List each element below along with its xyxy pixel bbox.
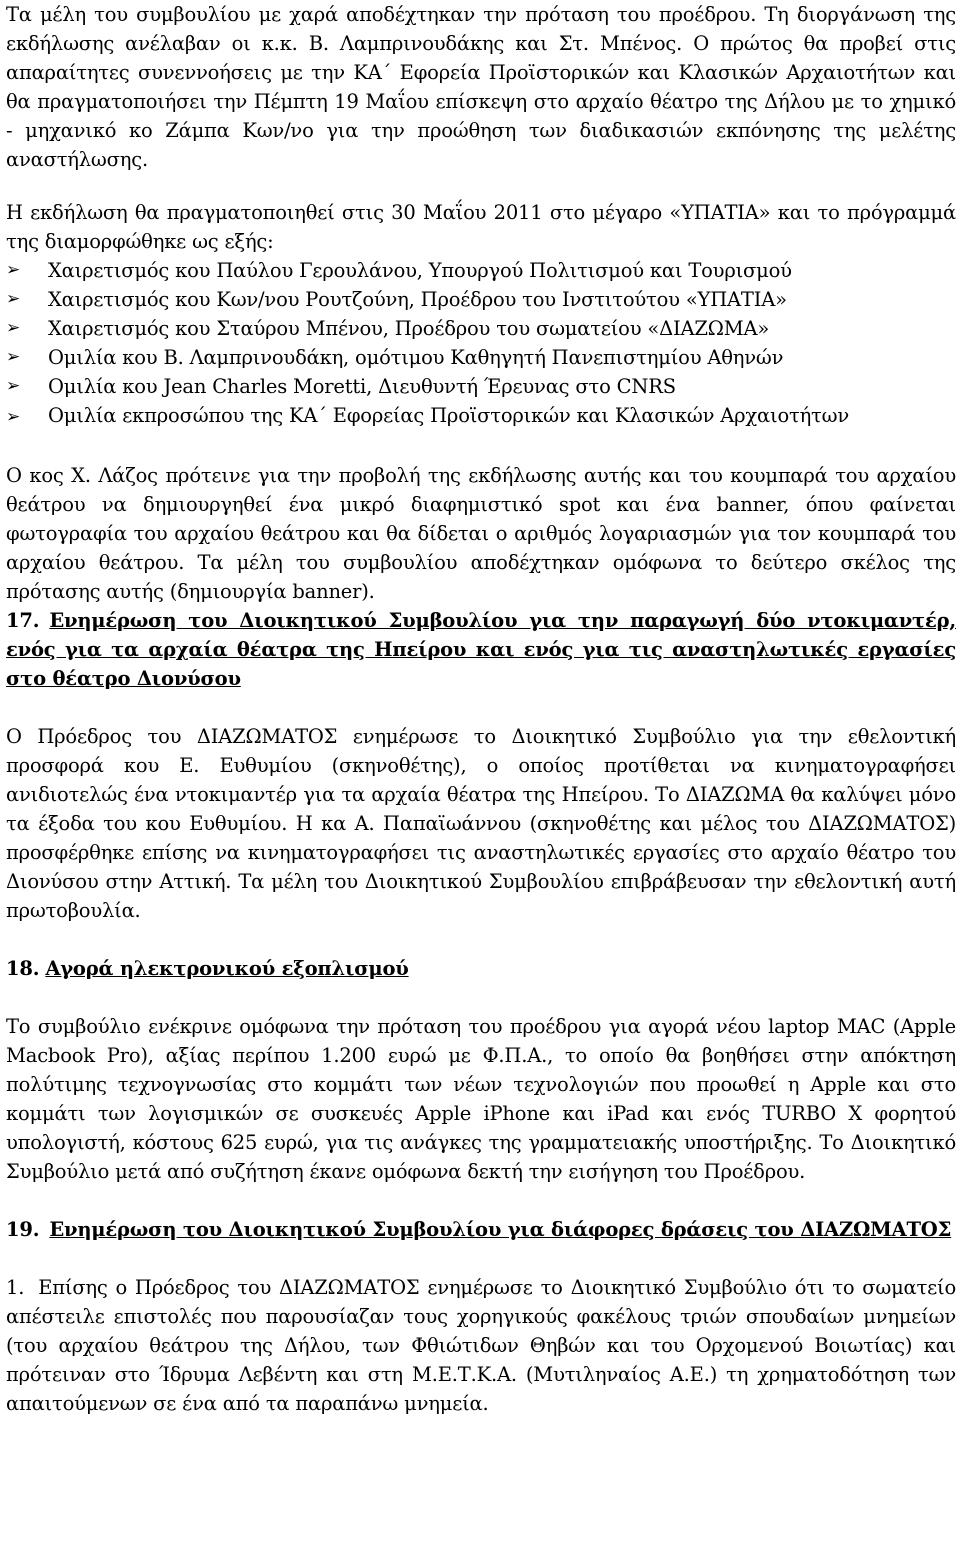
section-heading-17: 17. Ενημέρωση του Διοικητικού Συμβουλίου για την παραγωγή δύο ντοκιμαντέρ, ενός για τα αρχαία θέατρα της Ηπείρου και ενός για τις αναστηλωτικές εργασίες στο θέατρο Διονύσου xyxy=(6,609,956,690)
paragraph-documentaries: Ο Πρόεδρος του ΔΙΑΖΩΜΑΤΟΣ ενημέρωσε το Διοικητικό Συμβούλιο για την εθελοντική προσφορά κου Ε. Ευθυμίου (σκηνοθέτης), ο οποίος προτίθεται να κινηματογραφήσει ανιδιοτελώς ένα ντοκιμαντέρ για τα αρχαία θέατρα της Ηπείρου. Το ΔΙΑΖΩΜΑ θα καλύψει μόνο τα έξοδα του κου Ευθυμίου. Η κα Α. Παπαϊωάννου (σκηνοθέτης και μέλος του ΔΙΑΖΩΜΑΤΟΣ) προσφέρθηκε επίσης να κινηματογραφήσει τις αναστηλωτικές εργασίες στο αρχαίο θέατρο του Διονύσου στην Αττική. Τα μέλη του Διοικητικού Συμβουλίου επιβράβευσαν την εθελοντική αυτή πρωτοβουλία. xyxy=(6,725,956,922)
arrow-bullet-icon: ➢ xyxy=(6,407,21,427)
list-item: ➢ Ομιλία εκπροσώπου της ΚΑ΄ Εφορείας Προϊστορικών και Κλασικών Αρχαιοτήτων xyxy=(6,401,956,432)
section-heading-18: 18. Αγορά ηλεκτρονικού εξοπλισμού xyxy=(6,957,409,980)
spacer xyxy=(6,925,956,954)
spacer xyxy=(6,693,956,722)
list-item: ➢ Χαιρετισμός κου Σταύρου Μπένου, Προέδρου του σωματείου «ΔΙΑΖΩΜΑ» xyxy=(6,314,956,343)
spacer xyxy=(6,983,956,1012)
arrow-bullet-icon: ➢ xyxy=(6,376,21,396)
program-list xyxy=(6,256,956,432)
arrow-bullet-icon: ➢ xyxy=(6,289,21,309)
list-item: ➢ Χαιρετισμός κου Παύλου Γερουλάνου, Υπουργού Πολιτισμού και Τουρισμού xyxy=(6,256,956,285)
arrow-bullet-icon: ➢ xyxy=(6,347,21,367)
paragraph-equipment-purchase: Το συμβούλιο ενέκρινε ομόφωνα την πρόταση του προέδρου για αγορά νέου laptop MAC (Apple Macbook Pro), αξίας περίπου 1.200 ευρώ με Φ.Π.Α., το οποίο θα βοηθήσει στην απόκτηση πολύτιμης τεχνογνωσίας στο κομμάτι των νέων τεχνολογιών που προωθεί η Apple και στο κομμάτι των λογισμικών σε συσκευές Apple iPhone και iPad και ενός TURBO X φορητού υπολογιστή, κόστους 625 ευρώ, για τις ανάγκες της γραμματειακής υποστήριξης. Το Διοικητικό Συμβούλιο μετά από συζήτηση έκανε ομόφωνα δεκτή την εισήγηση του Προέδρου. xyxy=(6,1015,956,1183)
spacer xyxy=(6,1186,956,1215)
paragraph-sponsorship-letters: 1. Επίσης ο Πρόεδρος του ΔΙΑΖΩΜΑΤΟΣ ενημέρωσε το Διοικητικό Συμβούλιο ότι το σωματείο απέστειλε επιστολές που παρουσίαζαν τους χορηγικούς φακέλους τριών σπουδαίων μνημείων (του αρχαίου θεάτρου της Δήλου, των Φθιώτιδων Θηβών και του Ορχομενού Βοιωτίας) και πρότειναν στο Ίδρυμα Λεβέντη και στη Μ.Ε.Τ.Κ.Α. (Μυτιληναίος Α.Ε.) τη χρηματοδότηση των απαιτούμενων σε ένα από τα παραπάνω μνημεία. xyxy=(6,1276,956,1415)
spacer xyxy=(6,432,956,461)
paragraph-promotion-proposal: Ο κος Χ. Λάζος πρότεινε για την προβολή της εκδήλωσης αυτής και του κουμπαρά του αρχαίου θεάτρου να δημιουργηθεί ένα μικρό διαφημιστικό spot και ένα banner, όπου φαίνεται φωτογραφία του αρχαίου θεάτρου και θα δίδεται ο αριθμός λογαριασμών για τον κουμπαρά του αρχαίου θεάτρου. Τα μέλη του συμβουλίου αποδέχτηκαν ομόφωνα το δεύτερο σκέλος της πρότασης αυτής (δημιουργία banner). xyxy=(6,464,956,603)
arrow-bullet-icon: ➢ xyxy=(6,318,21,338)
section-heading-19: 19. Ενημέρωση του Διοικητικού Συμβουλίου για διάφορες δράσεις του ΔΙΑΖΩΜΑΤΟΣ xyxy=(6,1218,952,1241)
spacer xyxy=(6,1244,956,1273)
spacer xyxy=(6,174,956,198)
paragraph-event-program-intro: Η εκδήλωση θα πραγματοποιηθεί στις 30 Μαΐου 2011 στο μέγαρο «ΥΠΑΤΙΑ» και το πρόγραμμά της διαμορφώθηκε ως εξής: xyxy=(6,201,956,253)
paragraph-event-organization: Τα μέλη του συμβουλίου με χαρά αποδέχτηκαν την πρόταση του προέδρου. Τη διοργάνωση της εκδήλωσης ανέλαβαν οι κ.κ. Β. Λαμπρινουδάκης και Στ. Μπένος. Ο πρώτος θα προβεί στις απαραίτητες συνεννοήσεις με την ΚΑ΄ Εφορεία Προϊστορικών και Κλασικών Αρχαιοτήτων και θα πραγματοποιήσει την Πέμπτη 19 Μαΐου επίσκεψη στο αρχαίο θέατρο της Δήλου με το χημικό - μηχανικό κο Ζάμπα Κων/νο για την προώθηση των διαδικασιών εκπόνησης της μελέτης αναστήλωσης. xyxy=(6,3,956,171)
list-item: ➢ Ομιλία κου Jean Charles Moretti, Διευθυντή Έρευνας στο CNRS xyxy=(6,372,956,401)
list-item: ➢ Ομιλία κου Β. Λαμπρινουδάκη, ομότιμου Καθηγητή Πανεπιστημίου Αθηνών xyxy=(6,343,956,372)
arrow-bullet-icon: ➢ xyxy=(6,260,21,280)
list-item: ➢ Χαιρετισμός κου Κων/νου Ρουτζούνη, Προέδρου του Ινστιτούτου «ΥΠΑΤΙΑ» xyxy=(6,285,956,314)
